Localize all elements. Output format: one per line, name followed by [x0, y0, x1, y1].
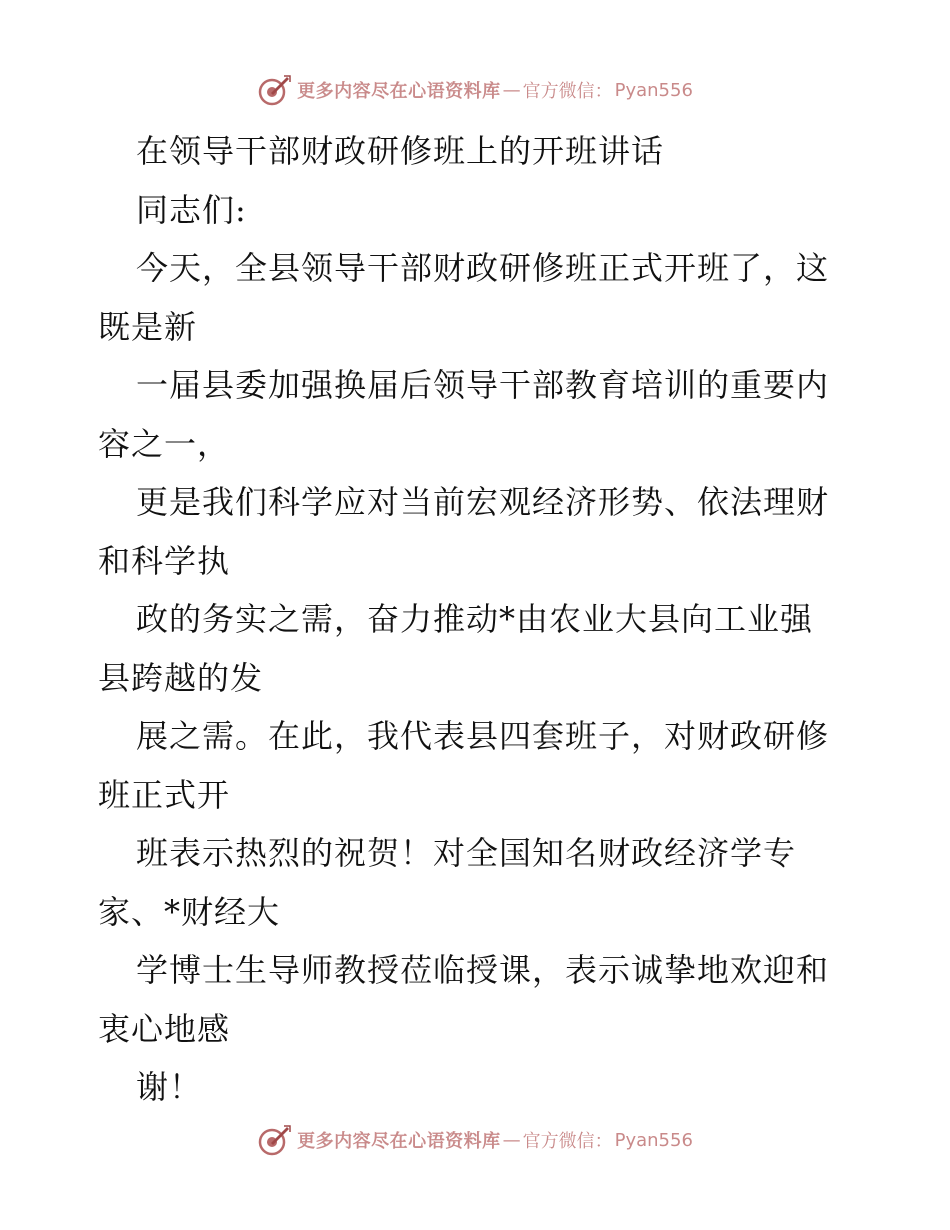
quill-pen-logo-icon — [257, 1123, 291, 1157]
salutation: 同志们: — [136, 190, 247, 229]
text-line: 政的务实之需，奋力推动*由农业大县向工业强 — [136, 600, 814, 638]
text-line: 更是我们科学应对当前宏观经济形势、依法理财 — [136, 483, 830, 521]
watermark-wechat-id: Pyan556 — [614, 1129, 693, 1151]
text-line: 家、*财经大 — [98, 892, 281, 931]
watermark-text: 更多内容尽在心语资料库 — [297, 1131, 501, 1152]
text-line: 班正式开 — [98, 775, 231, 814]
text-line: 今天，全县领导干部财政研修班正式开班了，这 — [136, 249, 830, 287]
watermark-separator: — — [502, 1129, 521, 1151]
document-title: 在领导干部财政研修班上的开班讲话 — [136, 132, 665, 170]
footer-watermark — [0, 1120, 950, 1160]
watermark-text: 更多内容尽在心语资料库 — [297, 81, 501, 102]
text-line: 和科学执 — [98, 541, 231, 580]
text-line: 展之需。在此，我代表县四套班子，对财政研修 — [136, 717, 830, 755]
quill-pen-logo-icon — [257, 73, 291, 107]
header-watermark — [0, 70, 950, 110]
text-line: 衷心地感 — [98, 1009, 231, 1048]
watermark-wechat-id: Pyan556 — [614, 79, 693, 101]
watermark-separator: — — [502, 79, 521, 101]
watermark-wechat-label: 官方微信： — [522, 81, 613, 102]
document-body — [98, 122, 858, 1117]
text-line: 班表示热烈的祝贺！对全国知名财政经济学专 — [136, 834, 797, 872]
text-line: 县跨越的发 — [98, 658, 264, 697]
text-line: 谢！ — [136, 1068, 203, 1106]
watermark-wechat-label: 官方微信： — [522, 1131, 613, 1152]
text-line: 一届县委加强换届后领导干部教育培训的重要内 — [136, 366, 830, 404]
text-line: 既是新 — [98, 307, 198, 346]
text-line: 学博士生导师教授莅临授课，表示诚挚地欢迎和 — [136, 951, 830, 989]
text-line: 容之一， — [98, 424, 231, 463]
